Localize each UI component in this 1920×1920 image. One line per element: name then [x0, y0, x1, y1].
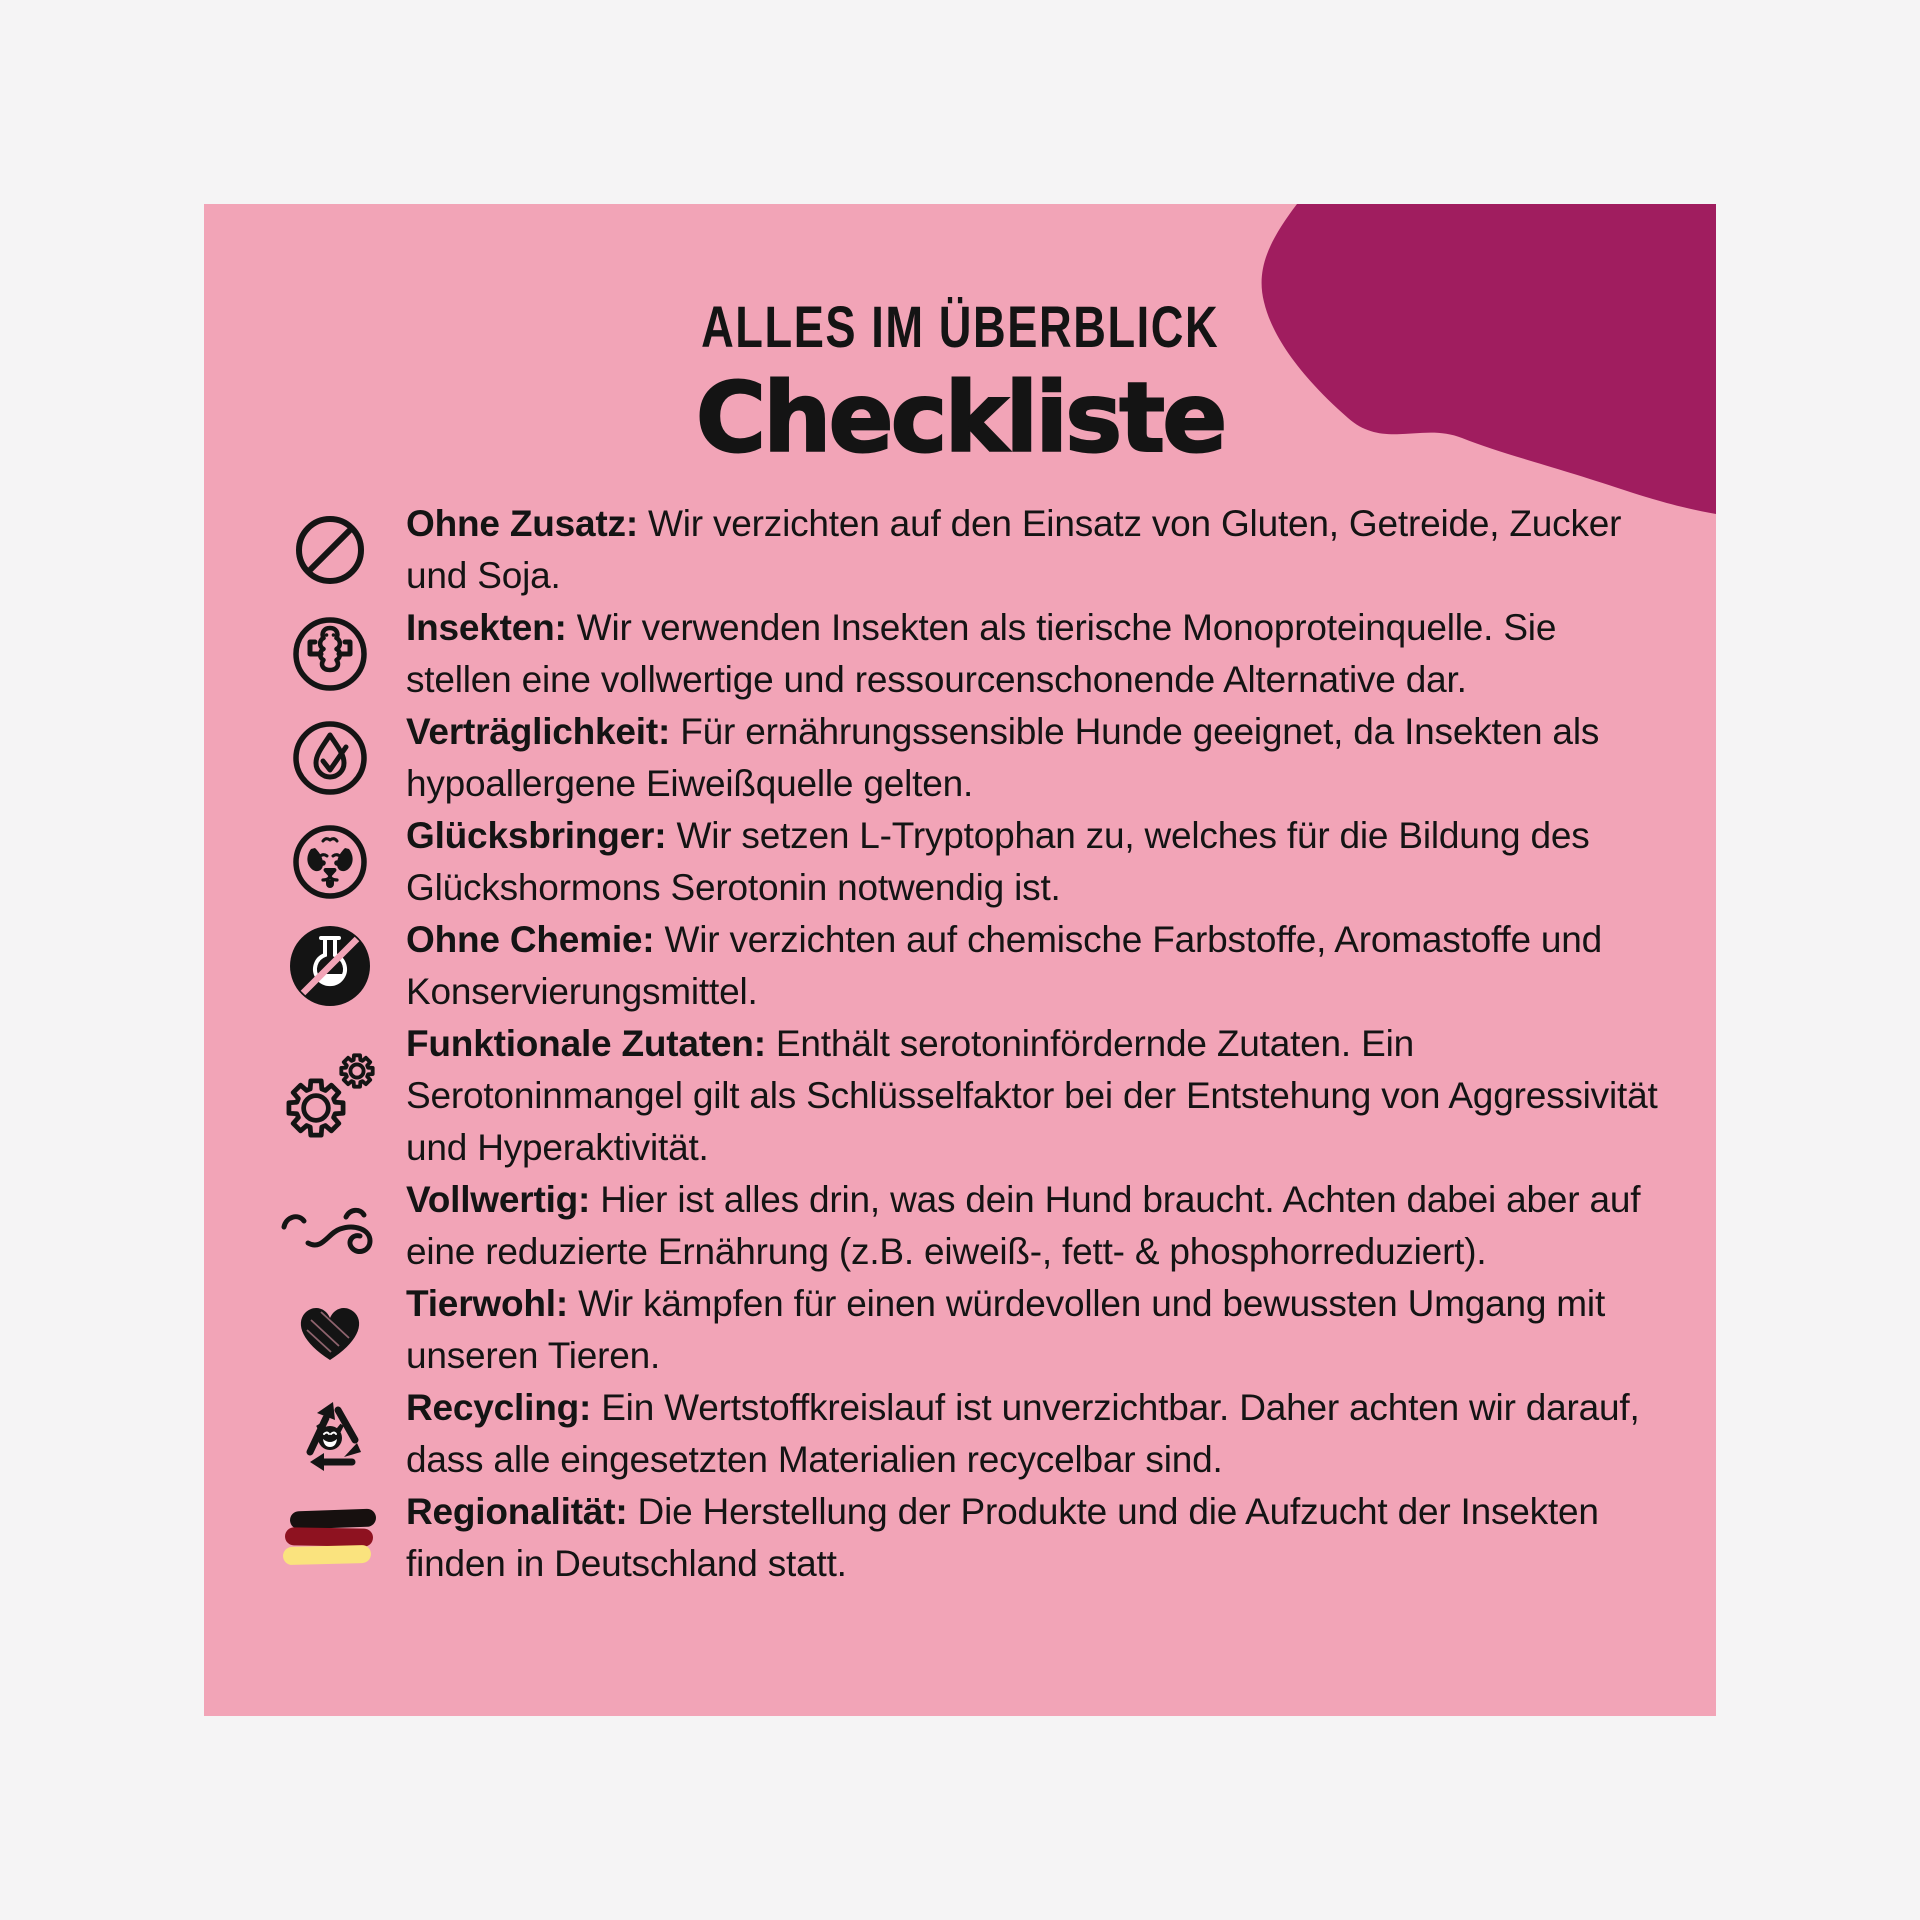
- header: [204, 296, 1716, 472]
- checklist-item: [260, 1486, 1668, 1590]
- item-text: Wir verwenden Insekten als tierische Monoproteinquelle. Sie stellen eine vollwertige und ressourcenschonende Alternative dar.: [406, 607, 1557, 700]
- item-text: Enthält serotoninfördernde Zutaten. Ein Serotoninmangel gilt als Schlüsselfaktor bei der Entstehung von Aggressivität und Hyperaktivität.: [406, 1023, 1658, 1168]
- overview-kicker: ALLES IM ÜBERBLICK: [700, 295, 1220, 360]
- checklist-item: [260, 914, 1668, 1018]
- item-label: Insekten:: [406, 607, 577, 648]
- gears-icon: [260, 1050, 400, 1142]
- checklist-item: [260, 706, 1668, 810]
- checklist-item: [260, 1174, 1668, 1278]
- checklist: [204, 498, 1716, 1590]
- checklist-item: [260, 810, 1668, 914]
- checklist-item: [260, 1382, 1668, 1486]
- checklist-title: Checkliste: [695, 362, 1225, 474]
- item-text: Hier ist alles drin, was dein Hund braucht. Achten dabei aber auf eine reduzierte Ernährung (z.B. eiweiß-, fett- & phosphorreduziert).: [406, 1179, 1641, 1272]
- item-label: Regionalität:: [406, 1491, 638, 1532]
- checklist-item: [260, 1018, 1668, 1174]
- insect-icon: [260, 614, 400, 694]
- item-label: Verträglichkeit:: [406, 711, 681, 752]
- item-text: Wir verzichten auf den Einsatz von Gluten, Getreide, Zucker und Soja.: [406, 503, 1622, 596]
- item-label: Vollwertig:: [406, 1179, 601, 1220]
- scribble-heart-icon: [260, 1294, 400, 1366]
- checklist-item: [260, 498, 1668, 602]
- item-label: Tierwohl:: [406, 1283, 579, 1324]
- item-text: Die Herstellung der Produkte und die Aufzucht der Insekten finden in Deutschland statt.: [406, 1491, 1599, 1584]
- checklist-card: [204, 204, 1716, 1716]
- item-label: Funktionale Zutaten:: [406, 1023, 776, 1064]
- item-label: Glücksbringer:: [406, 815, 677, 856]
- item-text: Ein Wertstoffkreislauf ist unverzichtbar. Daher achten wir darauf, dass alle eingesetzten Materialien recycelbar sind.: [406, 1387, 1640, 1480]
- item-label: Ohne Chemie:: [406, 919, 665, 960]
- checklist-item: [260, 602, 1668, 706]
- item-text: Wir setzen L-Tryptophan zu, welches für die Bildung des Glückshormons Serotonin notwendig ist.: [406, 815, 1590, 908]
- item-label: Ohne Zusatz:: [406, 503, 649, 544]
- no-chemistry-flask-icon: [260, 925, 400, 1007]
- item-text: Wir verzichten auf chemische Farbstoffe, Aromastoffe und Konservierungsmittel.: [406, 919, 1603, 1012]
- droplet-check-icon: [260, 718, 400, 798]
- dog-squiggle-icon: [260, 1189, 400, 1263]
- dog-face-icon: [260, 822, 400, 902]
- item-text: Wir kämpfen für einen würdevollen und bewussten Umgang mit unseren Tieren.: [406, 1283, 1606, 1376]
- recycling-icon: [260, 1392, 400, 1476]
- checklist-item: [260, 1278, 1668, 1382]
- item-label: Recycling:: [406, 1387, 602, 1428]
- item-text: Für ernährungssensible Hunde geeignet, da Insekten als hypoallergene Eiweißquelle gelten.: [406, 711, 1600, 804]
- german-flag-icon: [260, 1507, 400, 1569]
- no-additives-icon: [260, 512, 400, 588]
